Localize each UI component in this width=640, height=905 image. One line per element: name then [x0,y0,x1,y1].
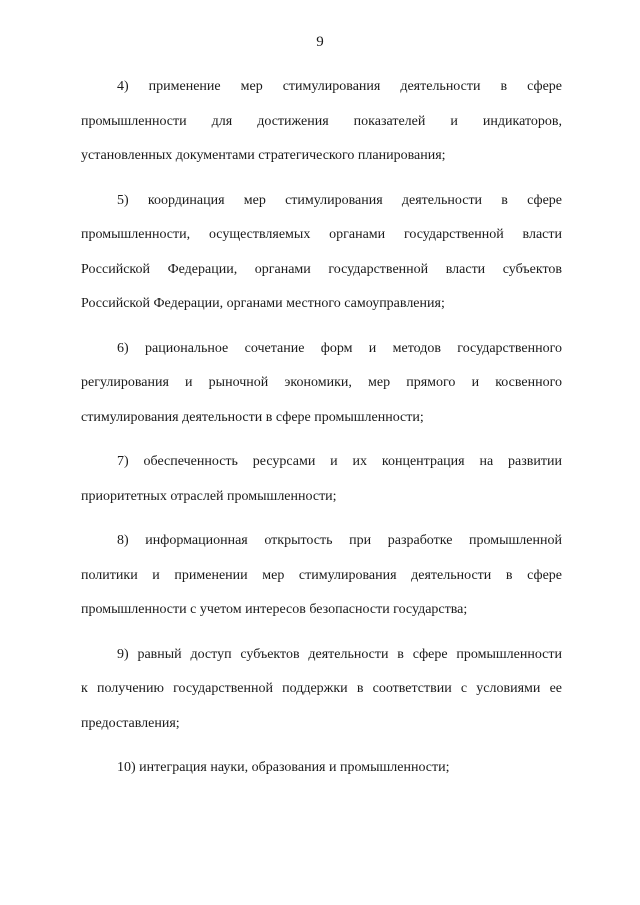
list-item-4 [81,70,562,174]
text-line: Российской Федерации, органами местного самоуправления; [81,296,445,311]
list-item-7 [81,445,562,514]
text-line: промышленности для достижения показателей и индикаторов, [81,113,562,129]
list-item-10 [81,751,562,786]
text-line: 4) применение мер стимулирования деятельности в сфере [117,79,562,94]
text-line: Российской Федерации, органами государственной власти субъектов [81,261,562,277]
text-line: приоритетных отраслей промышленности; [81,488,337,504]
text-line: к получению государственной поддержки в соответствии с условиями ее [81,681,562,696]
list-item-8 [81,524,562,628]
text-line: предоставления; [81,715,180,731]
text-line: стимулирования деятельности в сфере промышленности; [81,409,424,425]
text-line: 8) информационная открытость при разработке промышленной [117,533,562,548]
text-line: установленных документами стратегического планирования; [81,148,446,163]
text-line: 5) координация мер стимулирования деятельности в сфере [117,192,562,208]
text-line: промышленности, осуществляемых органами государственной власти [81,227,562,242]
text-line: 7) обеспеченность ресурсами и их концентрация на развитии [117,454,562,469]
text-line: промышленности с учетом интересов безопасности государства; [81,602,468,617]
page-number: 9 [316,34,324,50]
body-text [81,70,562,796]
text-line: регулирования и рыночной экономики, мер прямого и косвенного [81,375,562,390]
text-line: 6) рациональное сочетание форм и методов государственного [117,340,562,356]
text-line: 9) равный доступ субъектов деятельности в сфере промышленности [117,646,562,662]
text-line: политики и применении мер стимулирования деятельности в сфере [81,567,562,583]
list-item-9 [81,638,562,742]
text-line: 10) интеграция науки, образования и промышленности; [117,760,450,775]
list-item-5 [81,184,562,322]
list-item-6 [81,332,562,436]
